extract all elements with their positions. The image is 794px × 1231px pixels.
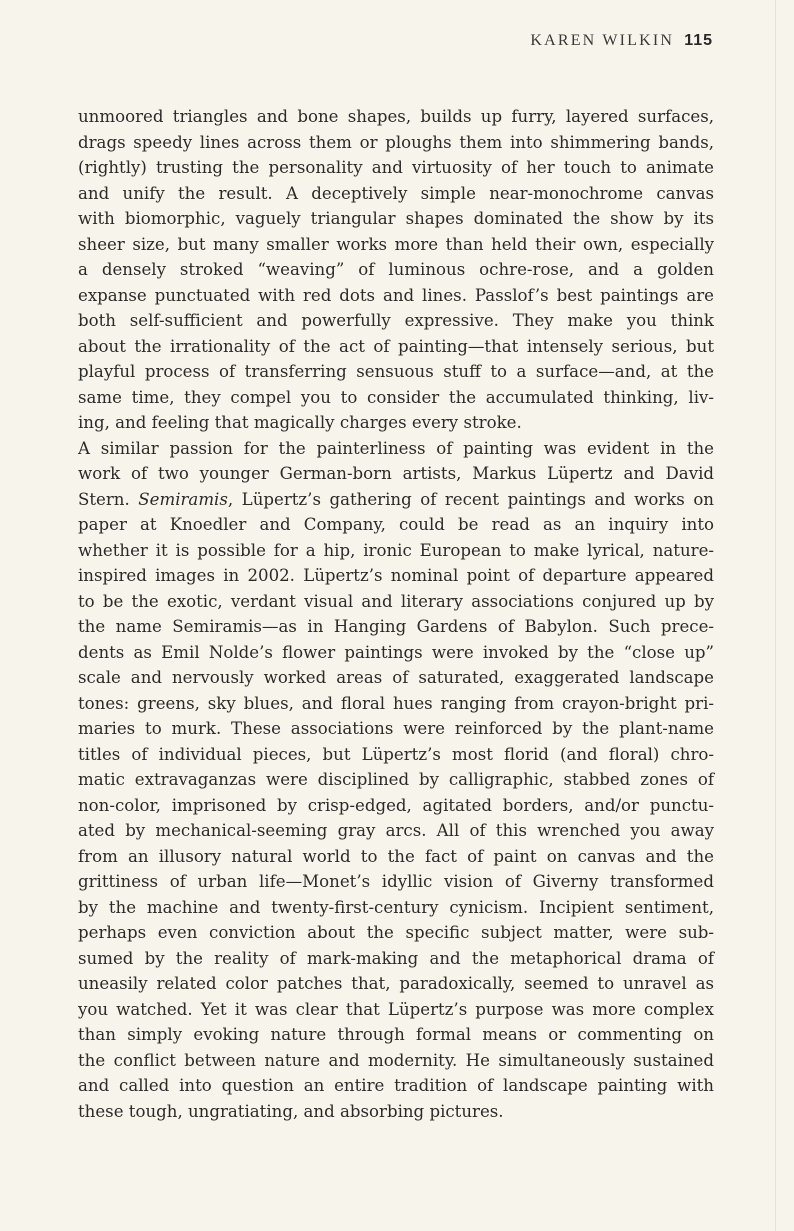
text-line — [78, 487, 714, 513]
text-line-content: you watched. Yet it was clear that Lüpertz’s purpose was more complex — [78, 999, 714, 1019]
text-line — [78, 410, 714, 436]
text-line — [78, 767, 714, 793]
text-line — [78, 181, 714, 207]
text-line-content: ated by mechanical-seeming gray arcs. All of this wrenched you away — [78, 821, 714, 840]
text-line-content: drags speedy lines across them or ploughs them into shimmering bands, — [78, 132, 714, 152]
text-line — [78, 716, 714, 742]
text-line-content: same time, they compel you to consider the accumulated thinking, liv- — [78, 387, 714, 407]
text-line — [78, 665, 714, 691]
text-line-content: maries to murk. These associations were reinforced by the plant-name — [78, 719, 714, 738]
text-line-content: Stern. — [78, 489, 139, 509]
text-line — [78, 920, 714, 946]
text-line — [78, 997, 714, 1023]
text-line-content: whether it is possible for a hip, ironic European to make lyrical, nature- — [78, 540, 714, 560]
text-line — [78, 895, 714, 921]
text-line — [78, 946, 714, 972]
text-line — [78, 257, 714, 283]
text-line — [78, 971, 714, 997]
text-line-content: by the machine and twenty-first-century cynicism. Incipient sentiment, — [78, 897, 714, 917]
text-line — [78, 206, 714, 232]
text-line — [78, 742, 714, 768]
text-line-content: sumed by the reality of mark-making and the metaphorical drama of — [78, 948, 714, 968]
text-line-content: and called into question an entire tradition of landscape painting with — [78, 1076, 714, 1095]
text-line-content: paper at Knoedler and Company, could be read as an inquiry into — [78, 515, 714, 534]
text-line-content: from an illusory natural world to the fact of paint on canvas and the — [78, 846, 714, 866]
text-line — [78, 614, 714, 640]
text-line — [78, 1073, 714, 1099]
text-line-content: the conflict between nature and modernity. He simultaneously sustained — [78, 1050, 714, 1070]
text-line-content: with biomorphic, vaguely triangular shapes dominated the show by its — [78, 209, 714, 228]
text-line — [78, 512, 714, 538]
text-line — [78, 232, 714, 258]
text-line-content: uneasily related color patches that, paradoxically, seemed to unravel as — [78, 974, 714, 993]
text-line — [78, 818, 714, 844]
text-line-content: sheer size, but many smaller works more than held their own, especially — [78, 234, 714, 254]
text-line — [78, 691, 714, 717]
text-line — [78, 385, 714, 411]
text-line — [78, 461, 714, 487]
page-edge — [775, 0, 776, 1231]
text-line — [78, 130, 714, 156]
text-line — [78, 793, 714, 819]
page-number: 115 — [684, 32, 713, 49]
text-line-content: scale and nervously worked areas of saturated, exaggerated landscape — [78, 668, 714, 687]
text-line-content: unmoored triangles and bone shapes, builds up furry, layered surfaces, — [78, 107, 714, 126]
text-line-content: both self-sufficient and powerfully expressive. They make you think — [78, 311, 714, 330]
body-text — [78, 104, 714, 1124]
text-line-content: dents as Emil Nolde’s flower paintings were invoked by the “close up” — [78, 642, 714, 662]
text-line — [78, 359, 714, 385]
text-line-content: perhaps even conviction about the specific subject matter, were sub- — [78, 923, 714, 942]
running-head — [530, 32, 713, 50]
text-line-content: about the irrationality of the act of painting—that intensely serious, but — [78, 336, 714, 356]
text-line-content: to be the exotic, verdant visual and literary associations conjured up by — [78, 591, 714, 611]
text-line — [78, 563, 714, 589]
text-line — [78, 334, 714, 360]
text-line — [78, 155, 714, 181]
text-line-content: than simply evoking nature through formal means or commenting on — [78, 1025, 714, 1044]
text-line-content: non-color, imprisoned by crisp-edged, agitated borders, and/or punctu- — [78, 795, 714, 815]
text-line-content: inspired images in 2002. Lüpertz’s nominal point of departure appeared — [78, 566, 714, 585]
text-line — [78, 1048, 714, 1074]
text-line-content: expanse punctuated with red dots and lines. Passlof’s best paintings are — [78, 285, 714, 305]
text-line — [78, 640, 714, 666]
running-head-author: KAREN WILKIN — [530, 32, 675, 49]
text-line-content: the name Semiramis—as in Hanging Gardens of Babylon. Such prece- — [78, 617, 714, 636]
text-line — [78, 436, 714, 462]
text-line — [78, 104, 714, 130]
text-line-content: tones: greens, sky blues, and floral hues ranging from crayon-bright pri- — [78, 693, 714, 713]
text-line-content: grittiness of urban life—Monet’s idyllic vision of Giverny transformed — [78, 872, 714, 891]
text-line — [78, 869, 714, 895]
text-line-content: these tough, ungratiating, and absorbing pictures. — [78, 1101, 504, 1121]
text-line-content: and unify the result. A deceptively simple near-monochrome canvas — [78, 183, 714, 203]
text-line — [78, 308, 714, 334]
text-line — [78, 283, 714, 309]
text-line — [78, 589, 714, 615]
text-line — [78, 538, 714, 564]
text-line-content: A similar passion for the painterliness of painting was evident in the — [78, 438, 714, 458]
text-line-content: ing, and feeling that magically charges every stroke. — [78, 413, 522, 432]
text-line-content: a densely stroked “weaving” of luminous ochre-rose, and a golden — [78, 260, 714, 279]
text-line — [78, 1099, 714, 1125]
text-line-content: matic extravaganzas were disciplined by calligraphic, stabbed zones of — [78, 770, 714, 789]
text-line-content: titles of individual pieces, but Lüpertz’s most florid (and floral) chro- — [78, 744, 714, 764]
text-line-rest: , Lüpertz’s gathering of recent paintings and works on — [227, 489, 714, 509]
text-line-content: (rightly) trusting the personality and virtuosity of her touch to animate — [78, 158, 714, 177]
text-line — [78, 1022, 714, 1048]
text-line-content: playful process of transferring sensuous stuff to a surface—and, at the — [78, 362, 714, 381]
italic-title: Semiramis — [138, 489, 228, 509]
text-line — [78, 844, 714, 870]
text-line-content: work of two younger German-born artists, Markus Lüpertz and David — [78, 464, 714, 483]
